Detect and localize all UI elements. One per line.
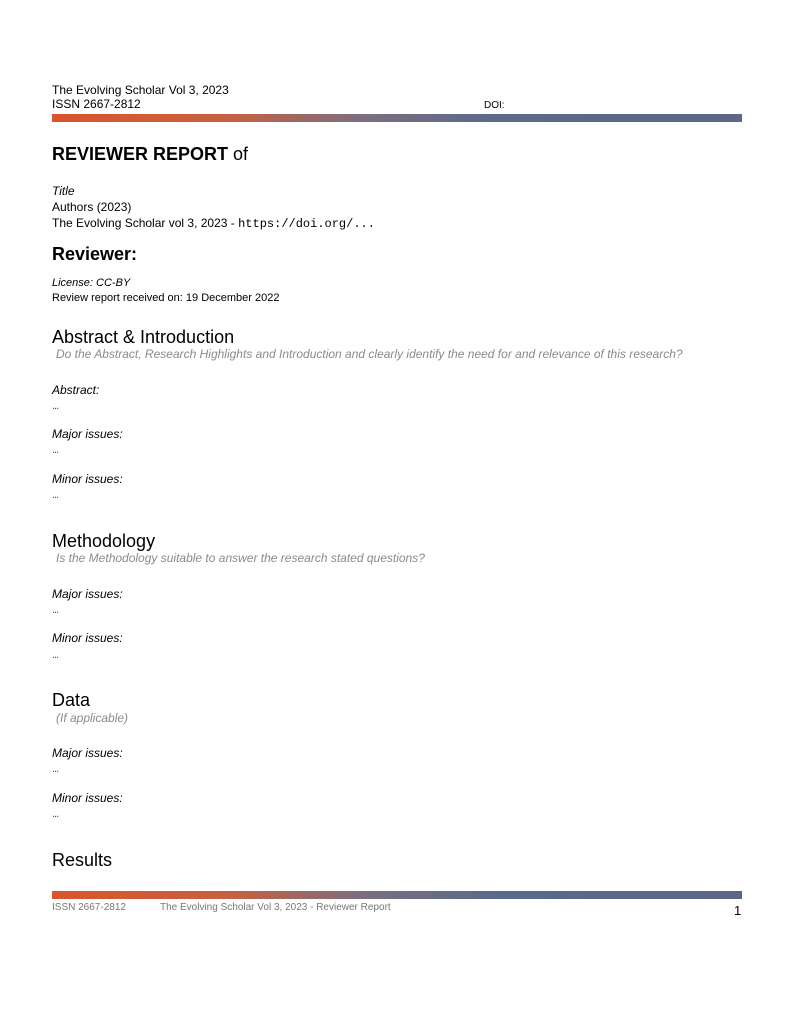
license: License: CC-BY xyxy=(52,277,131,289)
page-number: 1 xyxy=(734,903,742,918)
section-subtitle-data: (If applicable) xyxy=(56,711,129,725)
field-label-major-issues: Major issues: xyxy=(52,746,123,760)
footer-journal-report: The Evolving Scholar Vol 3, 2023 - Reviewer Report xyxy=(160,902,391,913)
field-value-minor-issues[interactable]: ... xyxy=(52,649,59,661)
paper-citation xyxy=(52,216,375,232)
citation-doi-link[interactable]: https://doi.org/... xyxy=(238,217,375,231)
section-title-data: Data xyxy=(52,690,91,710)
field-value-minor-issues[interactable]: ... xyxy=(52,489,59,501)
field-label-major-issues: Major issues: xyxy=(52,587,123,601)
received-label: Review report received on: xyxy=(52,292,183,304)
field-value-major-issues[interactable]: ... xyxy=(52,763,59,775)
section-subtitle-methodology: Is the Methodology suitable to answer the research stated questions? xyxy=(56,551,425,565)
field-label-minor-issues: Minor issues: xyxy=(52,472,123,486)
section-title-abstract-introduction: Abstract & Introduction xyxy=(52,327,235,347)
header-issn: ISSN 2667-2812 xyxy=(52,97,141,111)
footer-gradient-bar xyxy=(52,891,742,899)
field-label-minor-issues: Minor issues: xyxy=(52,631,123,645)
field-label-major-issues: Major issues: xyxy=(52,427,123,441)
field-value-major-issues[interactable]: ... xyxy=(52,444,59,456)
report-heading-bold: REVIEWER REPORT xyxy=(52,144,229,164)
report-heading-suffix: of xyxy=(233,144,249,164)
section-subtitle-abstract-introduction: Do the Abstract, Research Highlights and Introduction and clearly identify the need for and relevance of this research? xyxy=(56,347,683,361)
paper-title: Title xyxy=(52,184,75,198)
section-title-results: Results xyxy=(52,850,113,870)
footer-issn: ISSN 2667-2812 xyxy=(52,902,126,913)
header-journal: The Evolving Scholar Vol 3, 2023 xyxy=(52,83,229,97)
received-date: 19 December 2022 xyxy=(185,292,280,304)
paper-authors: Authors (2023) xyxy=(52,200,132,214)
field-value-major-issues[interactable]: ... xyxy=(52,604,59,616)
report-heading xyxy=(52,144,248,165)
citation-text: The Evolving Scholar vol 3, 2023 - xyxy=(52,216,239,230)
header-gradient-bar xyxy=(52,114,742,122)
reviewer-heading: Reviewer: xyxy=(52,244,138,264)
section-title-methodology: Methodology xyxy=(52,531,156,551)
field-label-abstract: Abstract: xyxy=(52,383,100,397)
header-doi-label: DOI: xyxy=(484,100,505,111)
received-line xyxy=(52,291,279,306)
field-value-minor-issues[interactable]: ... xyxy=(52,808,59,820)
field-label-minor-issues: Minor issues: xyxy=(52,791,123,805)
field-value-abstract[interactable]: ... xyxy=(52,400,59,412)
